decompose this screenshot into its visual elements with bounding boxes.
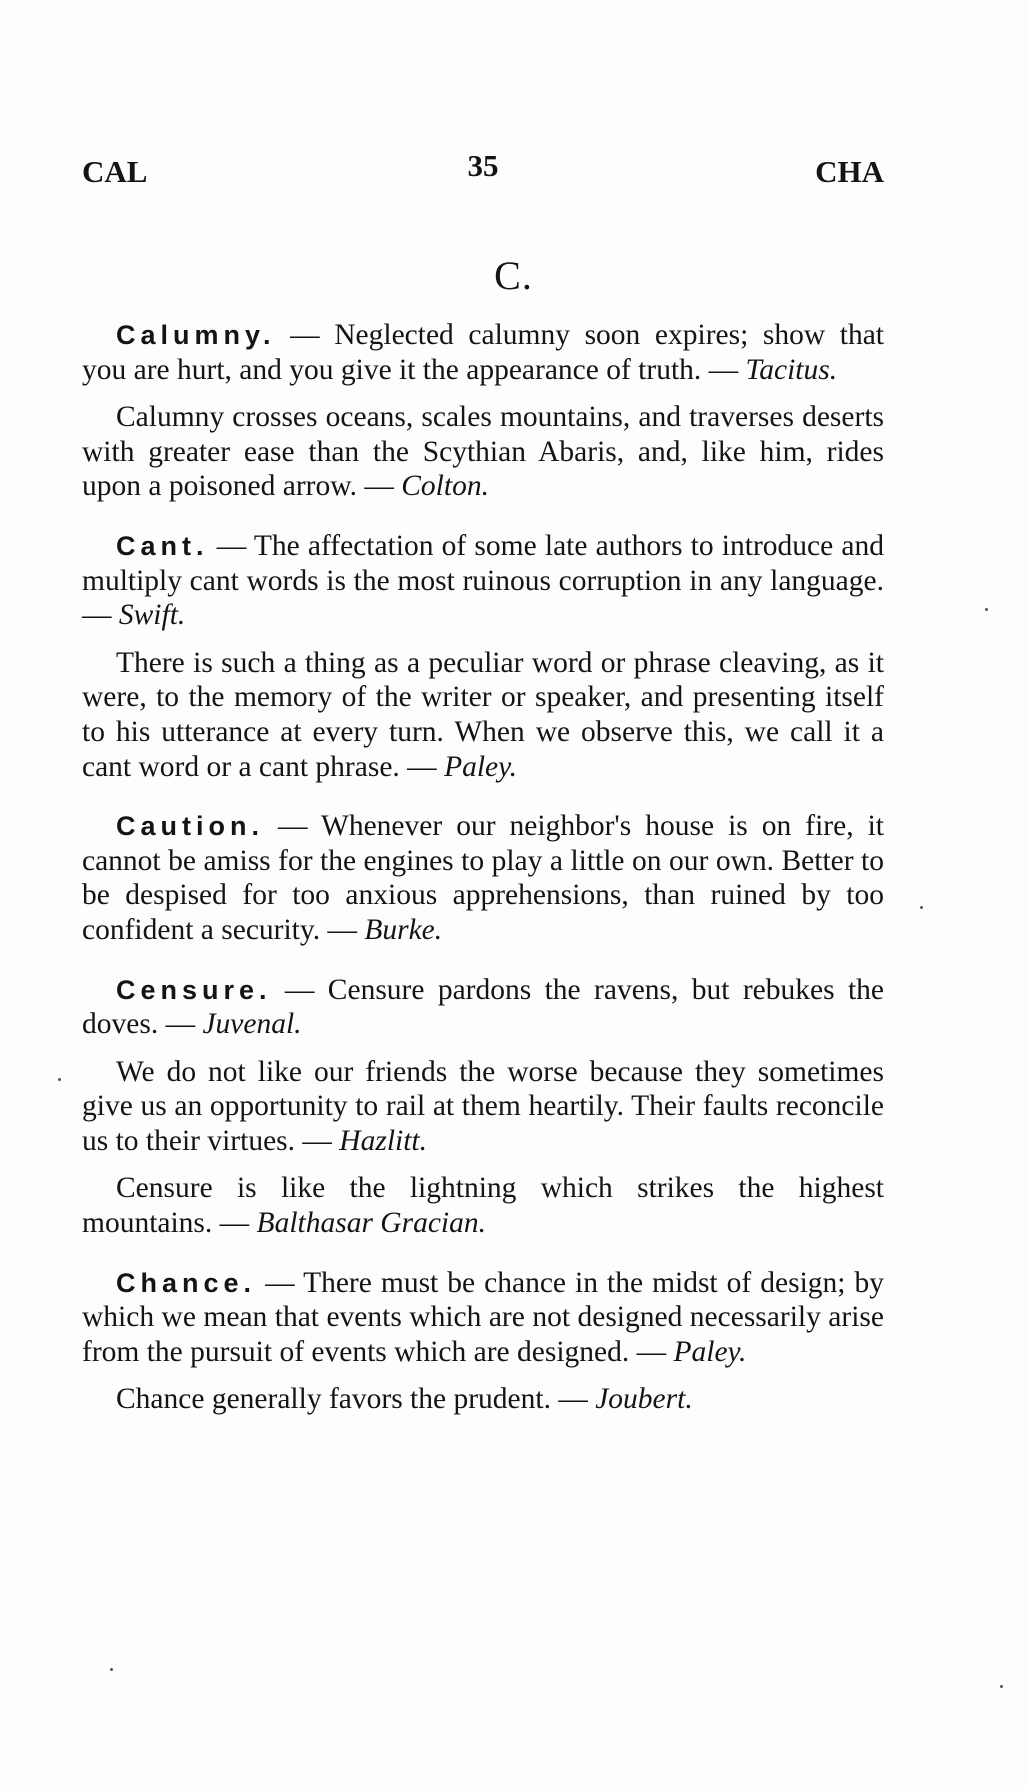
entry-term: Caution. <box>116 811 264 842</box>
entry-author: Burke. <box>364 913 443 946</box>
entry-text: Calumny crosses oceans, scales mountains, and traverses deserts with greater ease than the Scythian Abaris, and, like him, rides upon a poisoned arrow. — <box>82 401 884 503</box>
entry-text: Chance generally favors the prudent. — <box>116 1383 596 1416</box>
quotations-body <box>82 318 884 1430</box>
print-speck <box>58 1078 61 1081</box>
entry-term: Calumny. <box>116 320 276 350</box>
entry-text: There is such a thing as a peculiar word or phrase cleaving, as it were, to the memory of the writer or speaker, and presenting itself to his utterance at every turn. When we observe this, we call it a cant word or a cant phrase. — <box>82 646 884 783</box>
entry-text: Neglected calumny soon expires; show that you are hurt, and you give it the appearance of truth. — <box>82 319 884 386</box>
entry-censure <box>82 973 884 1042</box>
entry-dash: — <box>264 810 321 843</box>
entry-author: Colton. <box>401 470 489 503</box>
running-head <box>82 148 884 192</box>
entry-chance-2 <box>82 1382 884 1417</box>
entry-text: Censure is like the lightning which strikes the highest mountains. — <box>82 1172 884 1240</box>
entry-cant-2 <box>82 646 884 784</box>
entry-censure-2 <box>82 1055 884 1159</box>
print-speck <box>985 608 988 611</box>
entry-dash: — <box>208 529 254 562</box>
entry-author: Paley. <box>673 1335 747 1368</box>
entry-censure-3 <box>82 1171 884 1240</box>
entry-author: Hazlitt. <box>339 1124 427 1157</box>
entry-author: Balthasar Gracian. <box>256 1207 486 1240</box>
entry-author: Juvenal. <box>202 1008 302 1041</box>
print-speck <box>920 906 923 909</box>
entry-text: The affectation of some late authors to introduce and multiply cant words is the most ruinous corruption in any language. — <box>82 529 884 632</box>
entry-author: Joubert. <box>595 1383 693 1416</box>
entry-cant <box>82 529 884 633</box>
entry-term: Chance. <box>116 1267 257 1298</box>
entry-term: Cant. <box>116 530 209 561</box>
entry-text: Whenever our neighbor's house is on fire, it cannot be amiss for the engines to play a little on our own. Better to be despised for too anxious apprehensions, than ruined by too confident a security. — <box>82 810 884 946</box>
page-number: 35 <box>467 148 499 183</box>
section-letter: C. <box>494 253 533 298</box>
print-speck <box>110 1668 113 1671</box>
entry-calumny <box>82 318 884 387</box>
entry-author: Paley. <box>444 750 517 783</box>
entry-caution <box>82 809 884 947</box>
entry-text: There must be chance in the midst of design; by which we mean that events which are not designed necessarily arise from the pursuit of events which are designed. — <box>82 1266 884 1368</box>
entry-text: We do not like our friends the worse because they sometimes give us an opportunity to rail at them heartily. Their faults reconcile us to their virtues. — <box>82 1055 884 1157</box>
header-right-catchword: CHA <box>815 154 884 189</box>
entry-dash: — <box>271 973 328 1006</box>
entry-dash: — <box>275 319 335 351</box>
header-left-catchword: CAL <box>82 154 148 189</box>
entry-calumny-2 <box>82 400 884 504</box>
entry-dash: — <box>256 1266 304 1299</box>
entry-author: Swift. <box>118 599 186 632</box>
entry-author: Tacitus. <box>745 353 838 386</box>
entry-text: Censure pardons the ravens, but rebukes the doves. — <box>82 973 884 1041</box>
entry-term: Censure. <box>116 974 272 1005</box>
print-speck <box>1000 1685 1003 1688</box>
entry-chance <box>82 1266 884 1370</box>
